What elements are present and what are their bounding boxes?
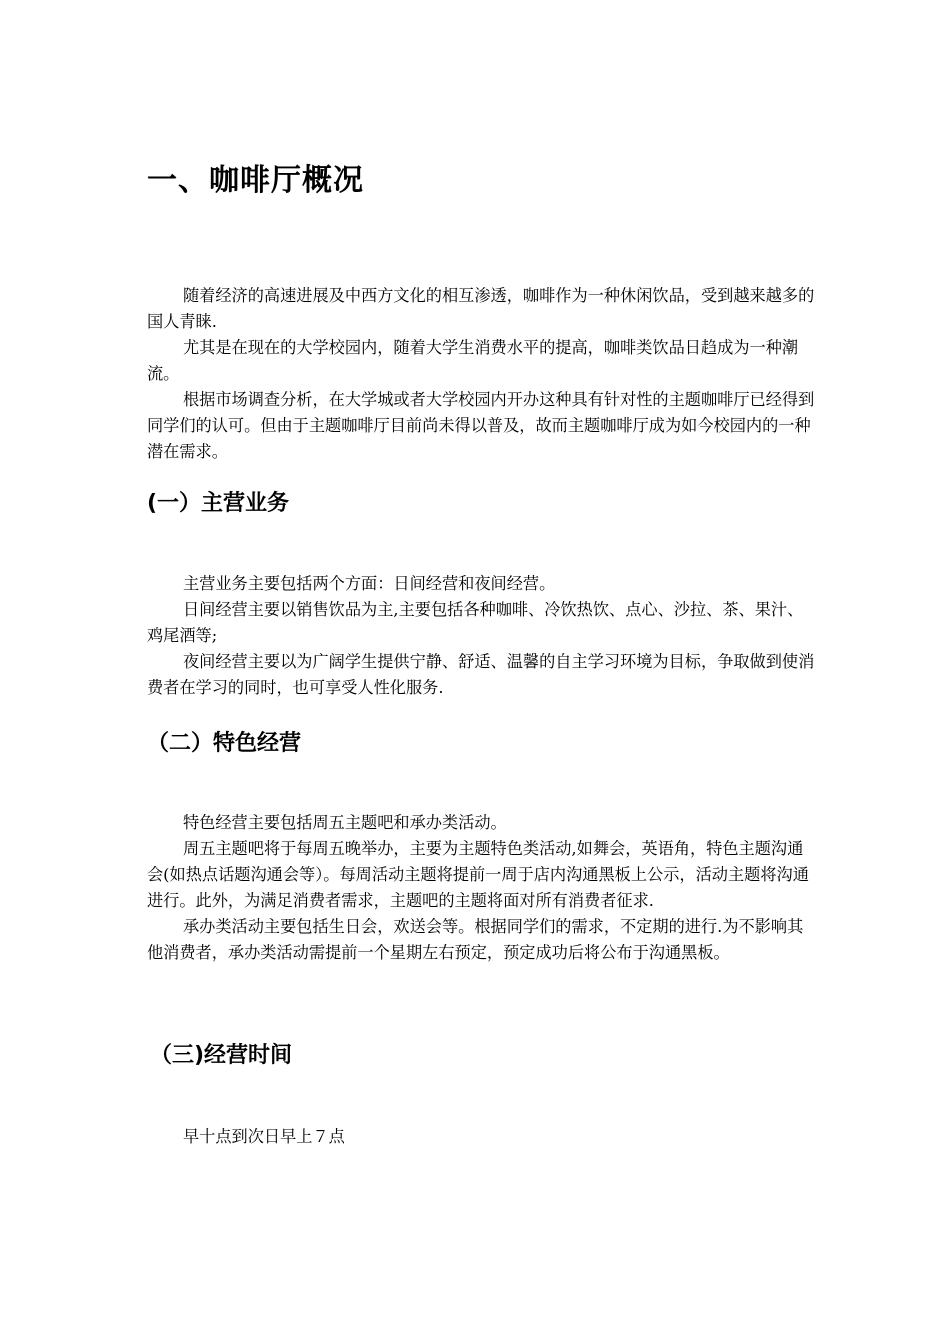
paragraph: 主营业务主要包括两个方面：日间经营和夜间经营。 (183, 574, 556, 593)
section-heading-business-hours: （三)经营时间 (150, 1043, 293, 1068)
paragraph: 根据市场调查分析，在大学城或者大学校园内开办这种具有针对性的主题咖啡厅已经得到同学们的认可。但由于主题咖啡厅目前尚未得以普及，故而主题咖啡厅成为如今校园内的一种潜在需求。 (147, 390, 815, 461)
section-body-main-business (147, 571, 817, 701)
paragraph: 日间经营主要以销售饮品为主,主要包括各种咖啡、冷饮热饮、点心、沙拉、茶、果汁、鸡尾酒等; (147, 600, 804, 645)
section-body-business-hours (147, 1124, 817, 1150)
paragraph: 早十点到次日早上７点 (183, 1127, 345, 1146)
intro-body (147, 283, 817, 465)
paragraph: 承办类活动主要包括生日会，欢送会等。根据同学们的需求，不定期的进行.为不影响其他消费者，承办类活动需提前一个星期左右预定，预定成功后将公布于沟通黑板。 (147, 917, 804, 962)
page-title: 一、咖啡厅概况 (147, 163, 364, 198)
paragraph: 尤其是在现在的大学校园内，随着大学生消费水平的提高，咖啡类饮品日趋成为一种潮流。 (147, 338, 799, 383)
paragraph: 周五主题吧将于每周五晚举办，主要为主题特色类活动,如舞会，英语角，特色主题沟通会(如热点话题沟通会等）。每周活动主题将提前一周于店内沟通黑板上公示，活动主题将沟通进行。此外，为满足消费者需求，主题吧的主题将面对所有消费者征求. (147, 839, 809, 910)
paragraph: 随着经济的高速进展及中西方文化的相互渗透，咖啡作为一种休闲饮品，受到越来越多的国人青睐. (147, 286, 815, 331)
section-body-featured-operations (147, 810, 817, 966)
section-heading-featured-operations: （二）特色经营 (147, 731, 302, 756)
paragraph: 特色经营主要包括周五主题吧和承办类活动。 (183, 813, 507, 832)
section-heading-main-business: (一）主营业务 (147, 491, 290, 516)
paragraph: 夜间经营主要以为广阔学生提供宁静、舒适、温馨的自主学习环境为目标，争取做到使消费者在学习的同时，也可享受人性化服务. (147, 652, 815, 697)
